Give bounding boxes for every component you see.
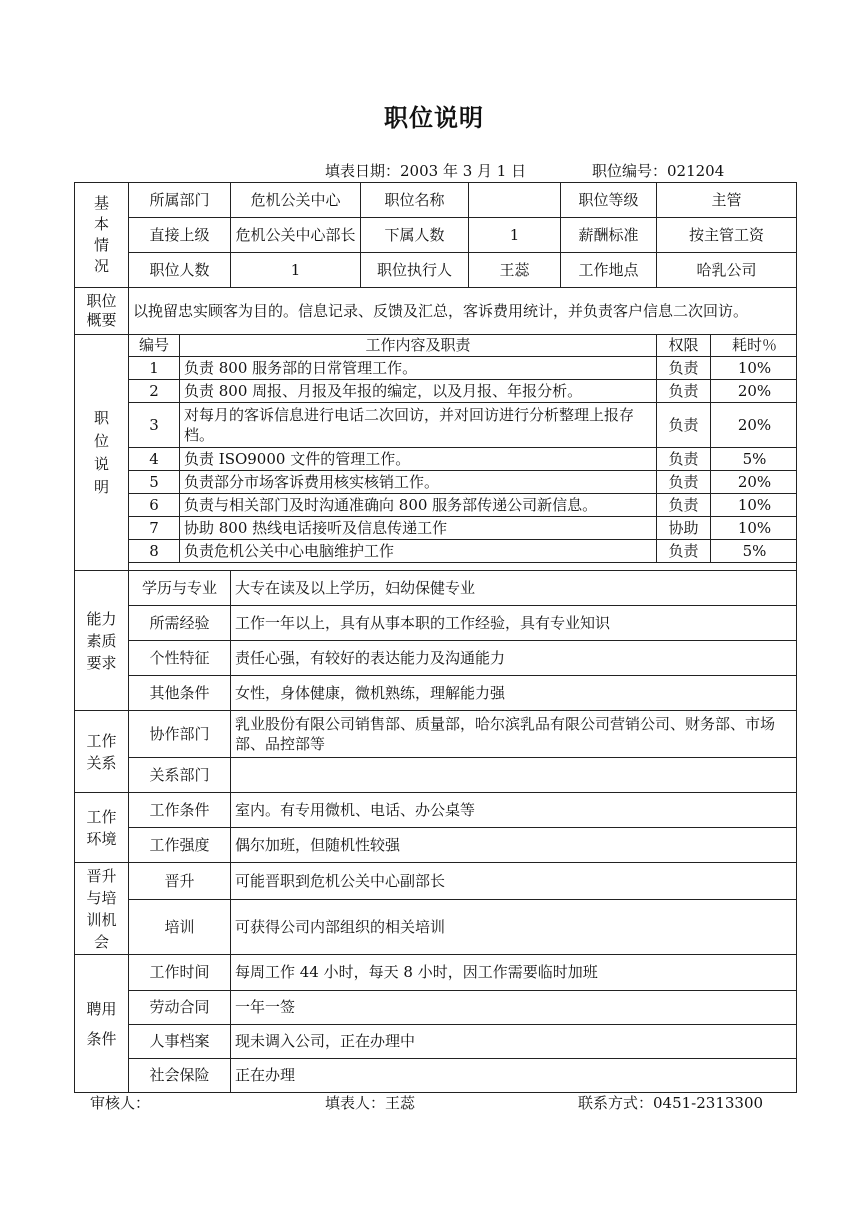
duty-auth: 负责 <box>657 448 711 471</box>
value-position-level: 主管 <box>657 183 797 218</box>
duty-text: 负责 800 周报、月报及年报的编定，以及月报、年报分析。 <box>180 380 657 403</box>
value-position-name <box>469 183 561 218</box>
ability-value: 工作一年以上，具有从事本职的工作经验，具有专业知识 <box>231 606 797 641</box>
fill-date: 填表日期：2003 年 3 月 1 日 <box>325 162 527 180</box>
duty-time: 20% <box>711 471 797 494</box>
value-supervisor: 危机公关中心部长 <box>231 218 361 253</box>
duties-cell <box>129 335 797 571</box>
duty-text: 对每月的客诉信息进行电话二次回访，并对回访进行分析整理上报存档。 <box>180 403 657 448</box>
overview-text: 以挽留忠实顾客为目的。信息记录、反馈及汇总，客诉费用统计，并负责客户信息二次回访。 <box>129 288 797 335</box>
section-environment <box>75 793 129 863</box>
value-headcount: 1 <box>231 253 361 288</box>
section-ability <box>75 571 129 711</box>
section-relations <box>75 711 129 793</box>
duties-header-auth: 权限 <box>657 335 711 357</box>
section-promotion-label: 晋升与培训机会 <box>86 866 117 951</box>
value-location: 哈乳公司 <box>657 253 797 288</box>
employment-value: 现未调入公司，正在办理中 <box>231 1025 797 1059</box>
section-employment-label: 聘用条件 <box>86 999 117 1048</box>
duty-auth: 负责 <box>657 380 711 403</box>
duty-auth: 协助 <box>657 517 711 540</box>
environment-label: 工作强度 <box>129 828 231 863</box>
environment-label: 工作条件 <box>129 793 231 828</box>
page-title: 职位说明 <box>384 103 484 132</box>
duty-text: 负责危机公关中心电脑维护工作 <box>180 540 657 563</box>
duty-no: 3 <box>129 403 180 448</box>
duty-auth: 负责 <box>657 403 711 448</box>
duties-header-content: 工作内容及职责 <box>180 335 657 357</box>
duty-text: 负责 800 服务部的日常管理工作。 <box>180 357 657 380</box>
label-department: 所属部门 <box>129 183 231 218</box>
duties-header-no: 编号 <box>129 335 180 357</box>
section-promotion <box>75 863 129 955</box>
label-subordinates: 下属人数 <box>361 218 469 253</box>
value-department: 危机公关中心 <box>231 183 361 218</box>
promotion-label: 培训 <box>129 900 231 955</box>
section-overview <box>75 288 129 335</box>
employment-label: 社会保险 <box>129 1059 231 1093</box>
job-description-table <box>74 182 797 1093</box>
duty-no: 8 <box>129 540 180 563</box>
environment-value: 室内。有专用微机、电话、办公桌等 <box>231 793 797 828</box>
duty-time: 10% <box>711 357 797 380</box>
duty-no: 2 <box>129 380 180 403</box>
ability-value: 大专在读及以上学历，妇幼保健专业 <box>231 571 797 606</box>
employment-value: 正在办理 <box>231 1059 797 1093</box>
section-environment-label: 工作环境 <box>86 807 117 848</box>
duty-no: 7 <box>129 517 180 540</box>
reviewer: 审核人： <box>90 1094 151 1112</box>
duty-no: 5 <box>129 471 180 494</box>
duty-time: 10% <box>711 517 797 540</box>
value-salary: 按主管工资 <box>657 218 797 253</box>
label-supervisor: 直接上级 <box>129 218 231 253</box>
value-executor: 王蕊 <box>469 253 561 288</box>
section-basic-label: 基本情况 <box>93 194 109 275</box>
employment-label: 劳动合同 <box>129 991 231 1025</box>
ability-label: 所需经验 <box>129 606 231 641</box>
duty-time: 20% <box>711 403 797 448</box>
section-overview-label: 职位概要 <box>86 292 117 329</box>
promotion-value: 可能晋职到危机公关中心副部长 <box>231 863 797 900</box>
duty-text: 负责部分市场客诉费用核实核销工作。 <box>180 471 657 494</box>
duty-time: 5% <box>711 448 797 471</box>
filler: 填表人：王蕊 <box>325 1094 416 1112</box>
duty-auth: 负责 <box>657 357 711 380</box>
promotion-label: 晋升 <box>129 863 231 900</box>
duties-table <box>129 335 797 564</box>
duty-time: 20% <box>711 380 797 403</box>
section-employment <box>75 955 129 1093</box>
label-position-level: 职位等级 <box>561 183 657 218</box>
label-location: 工作地点 <box>561 253 657 288</box>
duties-header-time: 耗时％ <box>711 335 797 357</box>
relations-value: 乳业股份有限公司销售部、质量部，哈尔滨乳品有限公司营销公司、财务部、市场部、品控部等 <box>231 711 797 758</box>
label-position-name: 职位名称 <box>361 183 469 218</box>
position-code: 职位编号：021204 <box>592 162 725 180</box>
duty-no: 6 <box>129 494 180 517</box>
duty-no: 4 <box>129 448 180 471</box>
environment-value: 偶尔加班，但随机性较强 <box>231 828 797 863</box>
employment-value: 一年一签 <box>231 991 797 1025</box>
ability-value: 女性，身体健康，微机熟练，理解能力强 <box>231 676 797 711</box>
duty-text: 负责与相关部门及时沟通准确向 800 服务部传递公司新信息。 <box>180 494 657 517</box>
duty-time: 10% <box>711 494 797 517</box>
duty-auth: 负责 <box>657 471 711 494</box>
label-executor: 职位执行人 <box>361 253 469 288</box>
section-duties <box>75 335 129 571</box>
ability-label: 其他条件 <box>129 676 231 711</box>
value-subordinates: 1 <box>469 218 561 253</box>
label-salary: 薪酬标准 <box>561 218 657 253</box>
relations-label: 协作部门 <box>129 711 231 758</box>
relations-label: 关系部门 <box>129 758 231 793</box>
relations-value <box>231 758 797 793</box>
employment-label: 工作时间 <box>129 955 231 991</box>
section-basic <box>75 183 129 288</box>
ability-label: 个性特征 <box>129 641 231 676</box>
promotion-value: 可获得公司内部组织的相关培训 <box>231 900 797 955</box>
contact: 联系方式：0451-2313300 <box>578 1094 764 1112</box>
duty-auth: 负责 <box>657 494 711 517</box>
duty-text: 协助 800 热线电话接听及信息传递工作 <box>180 517 657 540</box>
employment-label: 人事档案 <box>129 1025 231 1059</box>
duty-time: 5% <box>711 540 797 563</box>
section-ability-label: 能力素质要求 <box>86 609 117 672</box>
duty-no: 1 <box>129 357 180 380</box>
label-headcount: 职位人数 <box>129 253 231 288</box>
duty-auth: 负责 <box>657 540 711 563</box>
duty-text: 负责 ISO9000 文件的管理工作。 <box>180 448 657 471</box>
ability-label: 学历与专业 <box>129 571 231 606</box>
ability-value: 责任心强，有较好的表达能力及沟通能力 <box>231 641 797 676</box>
section-duties-label: 职位说明 <box>93 408 109 496</box>
employment-value: 每周工作 44 小时，每天 8 小时，因工作需要临时加班 <box>231 955 797 991</box>
section-relations-label: 工作关系 <box>86 731 117 772</box>
